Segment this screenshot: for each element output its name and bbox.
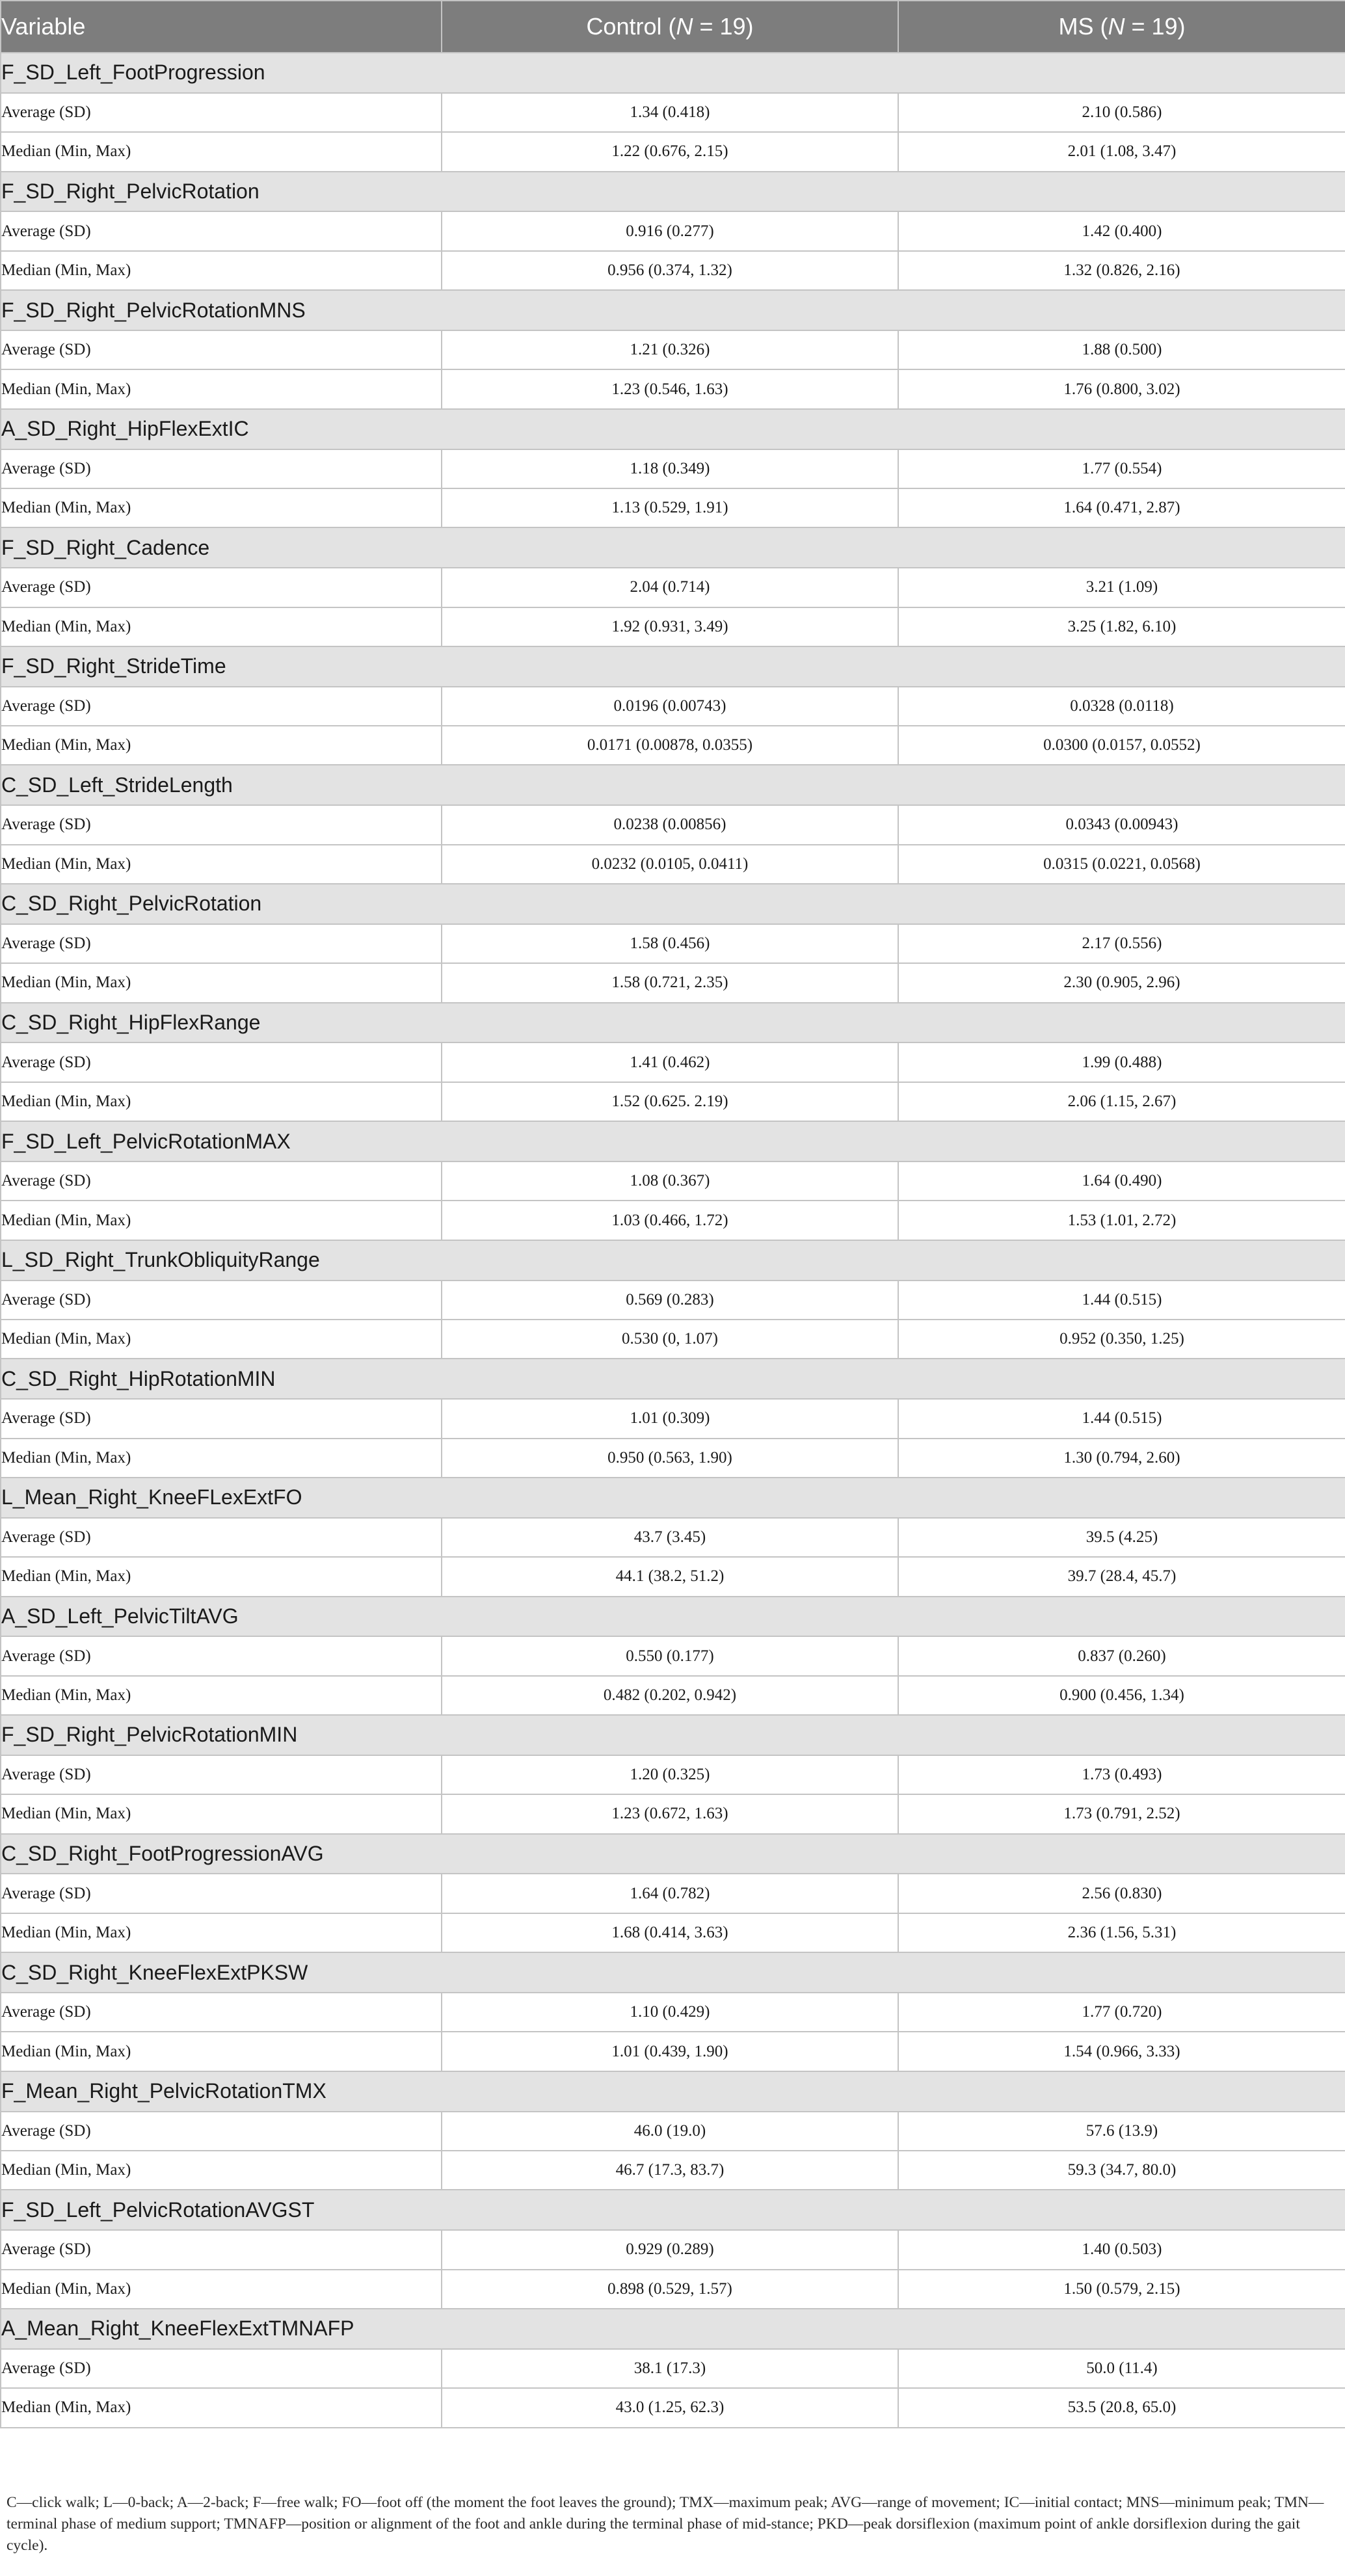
control-value: 0.916 (0.277) [442,211,898,250]
ms-value: 59.3 (34.7, 80.0) [898,2151,1345,2190]
control-value: 1.34 (0.418) [442,93,898,132]
table-row [1,1676,1345,1715]
row-label: Average (SD) [1,1281,442,1320]
ms-value: 39.7 (28.4, 45.7) [898,1557,1345,1596]
row-label: Average (SD) [1,1993,442,2032]
table-row [1,2230,1345,2269]
ms-value: 2.10 (0.586) [898,93,1345,132]
control-value: 0.0171 (0.00878, 0.0355) [442,726,898,765]
table-body [1,53,1345,2428]
ms-value: 0.0300 (0.0157, 0.0552) [898,726,1345,765]
table-row [1,1399,1345,1438]
group-variable-name: F_SD_Right_StrideTime [1,646,1345,687]
control-value: 1.23 (0.672, 1.63) [442,1794,898,1833]
table-row [1,1636,1345,1675]
row-label: Median (Min, Max) [1,2388,442,2427]
table-row [1,2112,1345,2151]
table-row [1,2388,1345,2427]
control-value: 1.21 (0.326) [442,330,898,369]
row-label: Median (Min, Max) [1,607,442,646]
row-label: Average (SD) [1,2349,442,2388]
ms-value: 1.54 (0.966, 3.33) [898,2032,1345,2071]
control-value: 1.20 (0.325) [442,1755,898,1794]
group-row [1,290,1345,330]
row-label: Median (Min, Max) [1,1439,442,1478]
table-row [1,1162,1345,1201]
table-row [1,2270,1345,2309]
ms-value: 1.64 (0.490) [898,1162,1345,1201]
control-value: 0.482 (0.202, 0.942) [442,1676,898,1715]
row-label: Median (Min, Max) [1,2270,442,2309]
control-value: 1.01 (0.309) [442,1399,898,1438]
group-row [1,2071,1345,2112]
row-label: Average (SD) [1,1399,442,1438]
row-label: Average (SD) [1,2230,442,2269]
group-row [1,2309,1345,2349]
table-row [1,1755,1345,1794]
group-variable-name: L_SD_Right_TrunkObliquityRange [1,1240,1345,1281]
group-variable-name: F_SD_Right_Cadence [1,527,1345,568]
group-row [1,2190,1345,2230]
group-variable-name: L_Mean_Right_KneeFLexExtFO [1,1478,1345,1518]
row-label: Average (SD) [1,330,442,369]
table-row [1,1993,1345,2032]
row-label: Median (Min, Max) [1,1082,442,1121]
group-row [1,1952,1345,1993]
ms-value: 3.21 (1.09) [898,568,1345,607]
ms-value: 1.53 (1.01, 2.72) [898,1201,1345,1240]
row-label: Average (SD) [1,2112,442,2151]
group-variable-name: F_SD_Left_PelvicRotationAVGST [1,2190,1345,2230]
control-value: 0.950 (0.563, 1.90) [442,1439,898,1478]
table-row [1,488,1345,527]
control-value: 38.1 (17.3) [442,2349,898,2388]
group-variable-name: C_SD_Right_KneeFlexExtPKSW [1,1952,1345,1993]
row-label: Average (SD) [1,1755,442,1794]
group-variable-name: A_Mean_Right_KneeFlexExtTMNAFP [1,2309,1345,2349]
group-variable-name: C_SD_Right_PelvicRotation [1,884,1345,924]
row-label: Average (SD) [1,211,442,250]
header-ms: MS (N = 19) [898,1,1345,53]
ms-value: 0.0343 (0.00943) [898,805,1345,844]
table-row [1,1794,1345,1833]
ms-value: 1.44 (0.515) [898,1399,1345,1438]
control-value: 1.92 (0.931, 3.49) [442,607,898,646]
row-label: Average (SD) [1,687,442,726]
control-value: 44.1 (38.2, 51.2) [442,1557,898,1596]
group-row [1,1478,1345,1518]
row-label: Median (Min, Max) [1,2151,442,2190]
group-row [1,1003,1345,1043]
table-row [1,568,1345,607]
row-label: Median (Min, Max) [1,963,442,1002]
ms-value: 2.30 (0.905, 2.96) [898,963,1345,1002]
group-variable-name: F_SD_Left_PelvicRotationMAX [1,1121,1345,1162]
ms-value: 57.6 (13.9) [898,2112,1345,2151]
group-variable-name: C_SD_Left_StrideLength [1,765,1345,805]
control-value: 43.0 (1.25, 62.3) [442,2388,898,2427]
row-label: Median (Min, Max) [1,132,442,171]
control-value: 1.13 (0.529, 1.91) [442,488,898,527]
table-row [1,251,1345,290]
ms-value: 2.01 (1.08, 3.47) [898,132,1345,171]
group-row [1,884,1345,924]
table-row [1,132,1345,171]
table-row [1,1557,1345,1596]
row-label: Median (Min, Max) [1,369,442,408]
row-label: Median (Min, Max) [1,845,442,884]
control-value: 1.03 (0.466, 1.72) [442,1201,898,1240]
row-label: Median (Min, Max) [1,1676,442,1715]
table-row [1,2032,1345,2071]
ms-value: 2.17 (0.556) [898,924,1345,963]
ms-value: 0.837 (0.260) [898,1636,1345,1675]
ms-value: 0.0315 (0.0221, 0.0568) [898,845,1345,884]
group-variable-name: F_SD_Right_PelvicRotationMIN [1,1715,1345,1755]
row-label: Average (SD) [1,1636,442,1675]
table-row [1,607,1345,646]
group-row [1,53,1345,93]
row-label: Median (Min, Max) [1,1794,442,1833]
row-label: Average (SD) [1,805,442,844]
ms-value: 1.44 (0.515) [898,1281,1345,1320]
row-label: Median (Min, Max) [1,488,442,527]
ms-value: 1.76 (0.800, 3.02) [898,369,1345,408]
group-variable-name: F_SD_Left_FootProgression [1,53,1345,93]
table-row [1,1913,1345,1952]
table-row [1,211,1345,250]
row-label: Median (Min, Max) [1,2032,442,2071]
table-row [1,449,1345,488]
ms-value: 39.5 (4.25) [898,1518,1345,1557]
table-row [1,1874,1345,1913]
control-value: 0.956 (0.374, 1.32) [442,251,898,290]
control-value: 1.64 (0.782) [442,1874,898,1913]
table-row [1,2349,1345,2388]
table-row [1,924,1345,963]
table-row [1,93,1345,132]
group-variable-name: F_SD_Right_PelvicRotationMNS [1,290,1345,330]
control-value: 0.550 (0.177) [442,1636,898,1675]
group-variable-name: A_SD_Right_HipFlexExtIC [1,409,1345,449]
table-row [1,1281,1345,1320]
row-label: Median (Min, Max) [1,1320,442,1359]
ms-value: 1.50 (0.579, 2.15) [898,2270,1345,2309]
table-footnote: C—click walk; L—0-back; A—2-back; F—free walk; FO—foot off (the moment the foot leaves the ground); TMX—maximum peak; AVG—range of movement; IC—initial contact; MNS—minimum peak; TMN—terminal phase of medium support; TMNAFP—position or alignment of the foot and ankle during the terminal phase of mid-stance; PKD—peak dorsiflexion (maximum point of ankle dorsiflexion during the gait cycle). [7,2494,1324,2554]
ms-value: 1.88 (0.500) [898,330,1345,369]
header-control: Control (N = 19) [442,1,898,53]
table-row [1,330,1345,369]
row-label: Median (Min, Max) [1,251,442,290]
header-row [1,1,1345,53]
control-value: 1.18 (0.349) [442,449,898,488]
group-row [1,409,1345,449]
table-row [1,726,1345,765]
ms-value: 1.42 (0.400) [898,211,1345,250]
ms-value: 3.25 (1.82, 6.10) [898,607,1345,646]
table-row [1,1518,1345,1557]
table-row [1,1042,1345,1082]
control-value: 1.58 (0.721, 2.35) [442,963,898,1002]
ms-value: 0.0328 (0.0118) [898,687,1345,726]
group-variable-name: F_SD_Right_PelvicRotation [1,172,1345,212]
row-label: Average (SD) [1,924,442,963]
ms-value: 2.36 (1.56, 5.31) [898,1913,1345,1952]
control-value: 1.23 (0.546, 1.63) [442,369,898,408]
control-value: 46.0 (19.0) [442,2112,898,2151]
control-value: 0.929 (0.289) [442,2230,898,2269]
ms-value: 1.77 (0.720) [898,1993,1345,2032]
row-label: Average (SD) [1,1518,442,1557]
table-row [1,687,1345,726]
row-label: Median (Min, Max) [1,1913,442,1952]
control-value: 1.41 (0.462) [442,1042,898,1082]
ms-value: 2.06 (1.15, 2.67) [898,1082,1345,1121]
ms-value: 1.30 (0.794, 2.60) [898,1439,1345,1478]
row-label: Average (SD) [1,1042,442,1082]
row-label: Average (SD) [1,93,442,132]
table-row [1,805,1345,844]
group-row [1,765,1345,805]
row-label: Average (SD) [1,568,442,607]
ms-value: 0.952 (0.350, 1.25) [898,1320,1345,1359]
table-row [1,845,1345,884]
control-value: 1.10 (0.429) [442,1993,898,2032]
group-variable-name: C_SD_Right_FootProgressionAVG [1,1834,1345,1874]
control-value: 1.52 (0.625. 2.19) [442,1082,898,1121]
group-row [1,1359,1345,1399]
group-row [1,527,1345,568]
group-variable-name: C_SD_Right_HipFlexRange [1,1003,1345,1043]
row-label: Average (SD) [1,449,442,488]
group-variable-name: F_Mean_Right_PelvicRotationTMX [1,2071,1345,2112]
group-row [1,1597,1345,1637]
control-value: 1.01 (0.439, 1.90) [442,2032,898,2071]
ms-value: 1.32 (0.826, 2.16) [898,251,1345,290]
group-variable-name: A_SD_Left_PelvicTiltAVG [1,1597,1345,1637]
control-value: 0.0232 (0.0105, 0.0411) [442,845,898,884]
row-label: Median (Min, Max) [1,726,442,765]
row-label: Average (SD) [1,1162,442,1201]
table-row [1,1439,1345,1478]
table-row [1,2151,1345,2190]
ms-value: 1.64 (0.471, 2.87) [898,488,1345,527]
control-value: 0.898 (0.529, 1.57) [442,2270,898,2309]
ms-value: 1.99 (0.488) [898,1042,1345,1082]
control-value: 1.08 (0.367) [442,1162,898,1201]
ms-value: 0.900 (0.456, 1.34) [898,1676,1345,1715]
group-row [1,1715,1345,1755]
control-value: 2.04 (0.714) [442,568,898,607]
control-value: 0.0196 (0.00743) [442,687,898,726]
ms-value: 1.73 (0.791, 2.52) [898,1794,1345,1833]
group-row [1,646,1345,687]
group-row [1,1121,1345,1162]
control-value: 0.0238 (0.00856) [442,805,898,844]
control-value: 46.7 (17.3, 83.7) [442,2151,898,2190]
table-row [1,1082,1345,1121]
control-value: 1.58 (0.456) [442,924,898,963]
ms-value: 1.77 (0.554) [898,449,1345,488]
row-label: Average (SD) [1,1874,442,1913]
control-value: 0.530 (0, 1.07) [442,1320,898,1359]
control-value: 0.569 (0.283) [442,1281,898,1320]
control-value: 43.7 (3.45) [442,1518,898,1557]
ms-value: 2.56 (0.830) [898,1874,1345,1913]
group-row [1,172,1345,212]
table-row [1,963,1345,1002]
control-value: 1.22 (0.676, 2.15) [442,132,898,171]
ms-value: 53.5 (20.8, 65.0) [898,2388,1345,2427]
header-variable: Variable [1,1,442,53]
table-row [1,369,1345,408]
ms-value: 50.0 (11.4) [898,2349,1345,2388]
row-label: Median (Min, Max) [1,1201,442,1240]
row-label: Median (Min, Max) [1,1557,442,1596]
control-value: 1.68 (0.414, 3.63) [442,1913,898,1952]
table-row [1,1320,1345,1359]
group-variable-name: C_SD_Right_HipRotationMIN [1,1359,1345,1399]
group-row [1,1834,1345,1874]
ms-value: 1.73 (0.493) [898,1755,1345,1794]
group-row [1,1240,1345,1281]
ms-value: 1.40 (0.503) [898,2230,1345,2269]
table-row [1,1201,1345,1240]
